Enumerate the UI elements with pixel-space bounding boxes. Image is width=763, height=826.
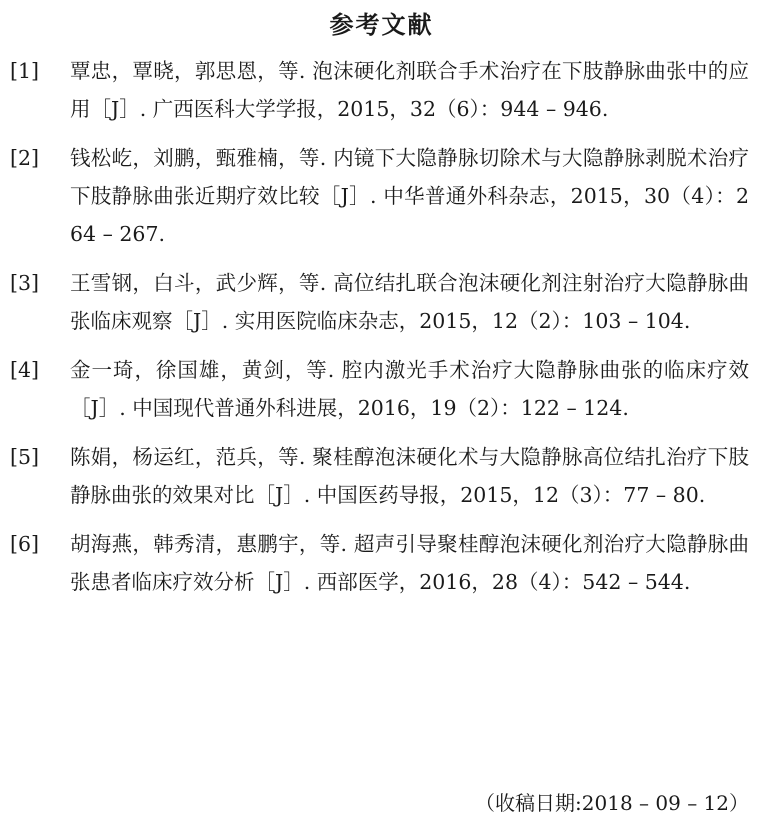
- received-date: （收稿日期:2018 – 09 – 12）: [475, 791, 749, 815]
- references-heading: 参考文献: [329, 11, 434, 39]
- reference-list: [0, 52, 763, 612]
- reference-item-2: [0, 139, 763, 253]
- reference-item-3: [0, 264, 763, 340]
- reference-number: [4]: [10, 358, 40, 382]
- reference-text: 覃忠，覃晓，郭思恩，等. 泡沫硬化剂联合手术治疗在下肢静脉曲张中的应用［J］. 广西医科大学学报，2015，32（6）：944 – 946.: [70, 59, 749, 121]
- reference-text: 王雪钢，白斗，武少辉，等. 高位结扎联合泡沫硬化剂注射治疗大隐静脉曲张临床观察［J］. 实用医院临床杂志，2015，12（2）：103 – 104.: [70, 271, 749, 333]
- reference-number: [5]: [10, 445, 40, 469]
- reference-number: [6]: [10, 532, 40, 556]
- reference-item-1: [0, 52, 763, 128]
- reference-number: [1]: [10, 59, 40, 83]
- reference-text: 金一琦，徐国雄，黄剑，等. 腔内激光手术治疗大隐静脉曲张的临床疗效［J］. 中国现代普通外科进展，2016，19（2）：122 – 124.: [70, 358, 749, 420]
- reference-item-6: [0, 525, 763, 601]
- reference-text: 胡海燕，韩秀清，惠鹏宇，等. 超声引导聚桂醇泡沫硬化剂治疗大隐静脉曲张患者临床疗效分析［J］. 西部医学，2016，28（4）：542 – 544.: [70, 532, 749, 594]
- reference-item-5: [0, 438, 763, 514]
- reference-text: 钱松屹，刘鹏，甄雅楠，等. 内镜下大隐静脉切除术与大隐静脉剥脱术治疗下肢静脉曲张近期疗效比较［J］. 中华普通外科杂志，2015，30（4）：264 – 267.: [70, 146, 749, 246]
- reference-item-4: [0, 351, 763, 427]
- reference-number: [3]: [10, 271, 40, 295]
- reference-text: 陈娟，杨运红，范兵，等. 聚桂醇泡沫硬化术与大隐静脉高位结扎治疗下肢静脉曲张的效果对比［J］. 中国医药导报，2015，12（3）：77 – 80.: [70, 445, 749, 507]
- reference-number: [2]: [10, 146, 40, 170]
